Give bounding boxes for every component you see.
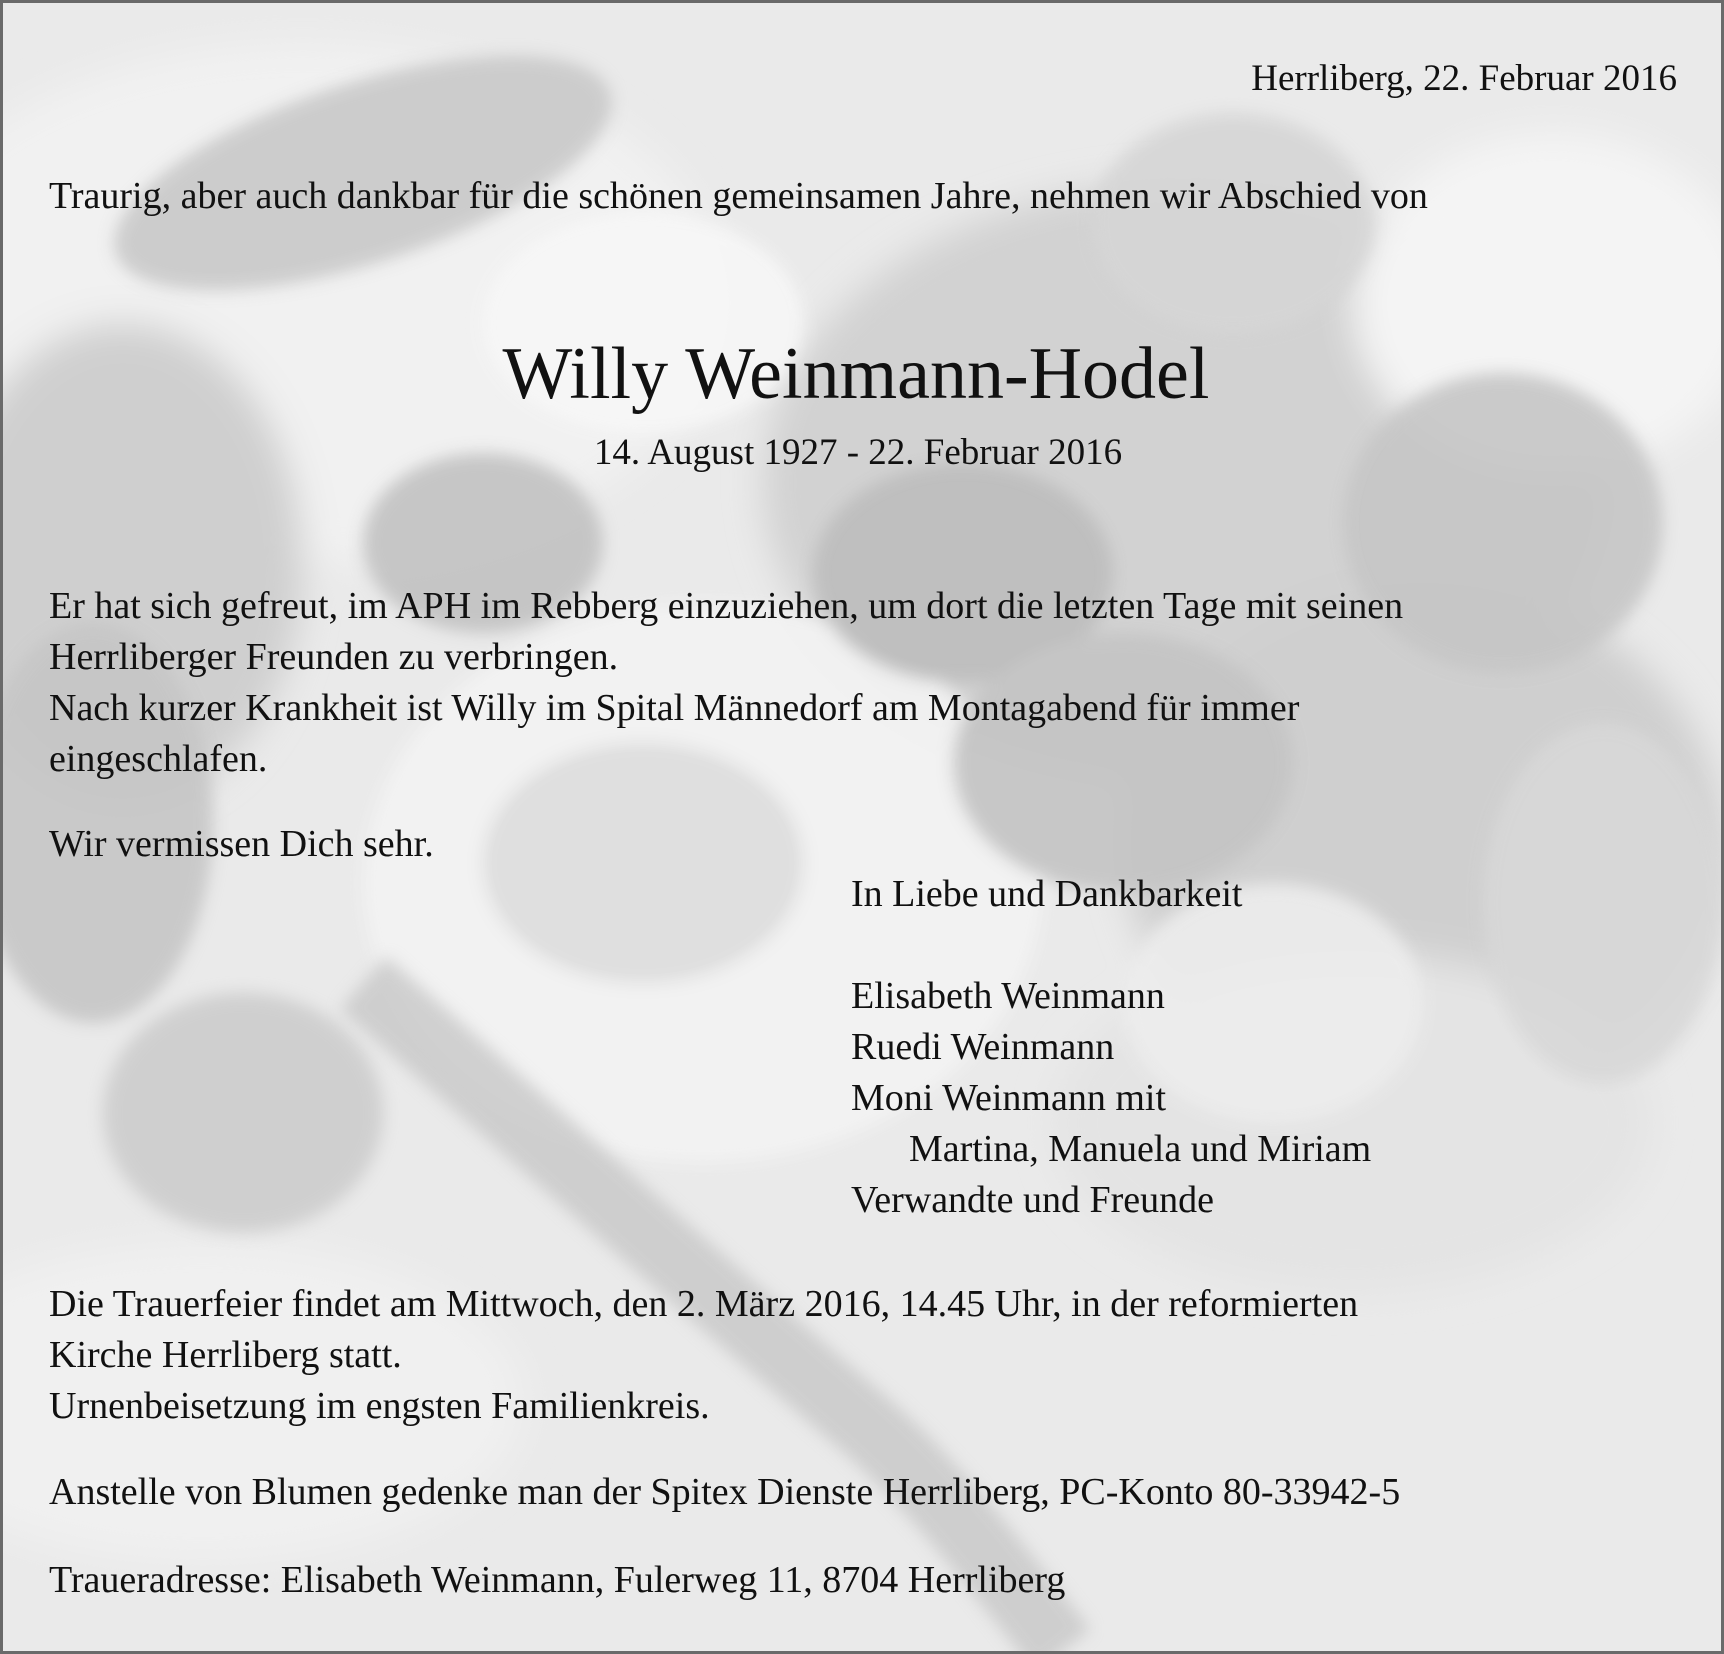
donation-note: Anstelle von Blumen gedenke man der Spitex Dienste Herrliberg, PC-Konto 80-33942-5 xyxy=(49,1471,1401,1513)
family-member: Elisabeth Weinmann xyxy=(851,975,1165,1017)
mourning-address: Traueradresse: Elisabeth Weinmann, Fulerweg 11, 8704 Herrliberg xyxy=(49,1559,1066,1601)
life-dates: 14. August 1927 - 22. Februar 2016 xyxy=(593,432,1123,473)
paragraph-line: Herrliberger Freunden zu verbringen. xyxy=(49,636,619,678)
paragraph-line: Nach kurzer Krankheit ist Willy im Spital Männedorf am Montagabend für immer xyxy=(49,687,1300,729)
family-list xyxy=(851,971,1371,1226)
family-member: Moni Weinmann mit xyxy=(851,1077,1167,1119)
ceremony-line: Die Trauerfeier findet am Mittwoch, den 2. März 2016, 14.45 Uhr, in der reformierten xyxy=(49,1283,1359,1325)
place-date: Herrliberg, 22. Februar 2016 xyxy=(1251,58,1677,99)
family-member: Martina, Manuela und Miriam xyxy=(909,1128,1372,1170)
ceremony-info xyxy=(49,1279,1358,1381)
deceased-name: Willy Weinmann-Hodel xyxy=(502,333,1210,415)
urn-burial-note: Urnenbeisetzung im engsten Familienkreis. xyxy=(49,1385,710,1427)
paragraph-line: Er hat sich gefreut, im APH im Rebberg einzuziehen, um dort die letzten Tage mit seinen xyxy=(49,585,1404,627)
paragraph-passing xyxy=(49,683,1299,785)
paragraph-move xyxy=(49,581,1403,683)
paragraph-line: eingeschlafen. xyxy=(49,738,268,780)
closing-line: In Liebe und Dankbarkeit xyxy=(851,873,1243,915)
ceremony-line: Kirche Herrliberg statt. xyxy=(49,1334,402,1376)
family-member: Verwandte und Freunde xyxy=(851,1179,1215,1221)
intro-sentence: Traurig, aber auch dankbar für die schönen gemeinsamen Jahre, nehmen wir Abschied von xyxy=(49,175,1428,217)
family-member: Ruedi Weinmann xyxy=(851,1026,1115,1068)
miss-line: Wir vermissen Dich sehr. xyxy=(49,823,434,865)
